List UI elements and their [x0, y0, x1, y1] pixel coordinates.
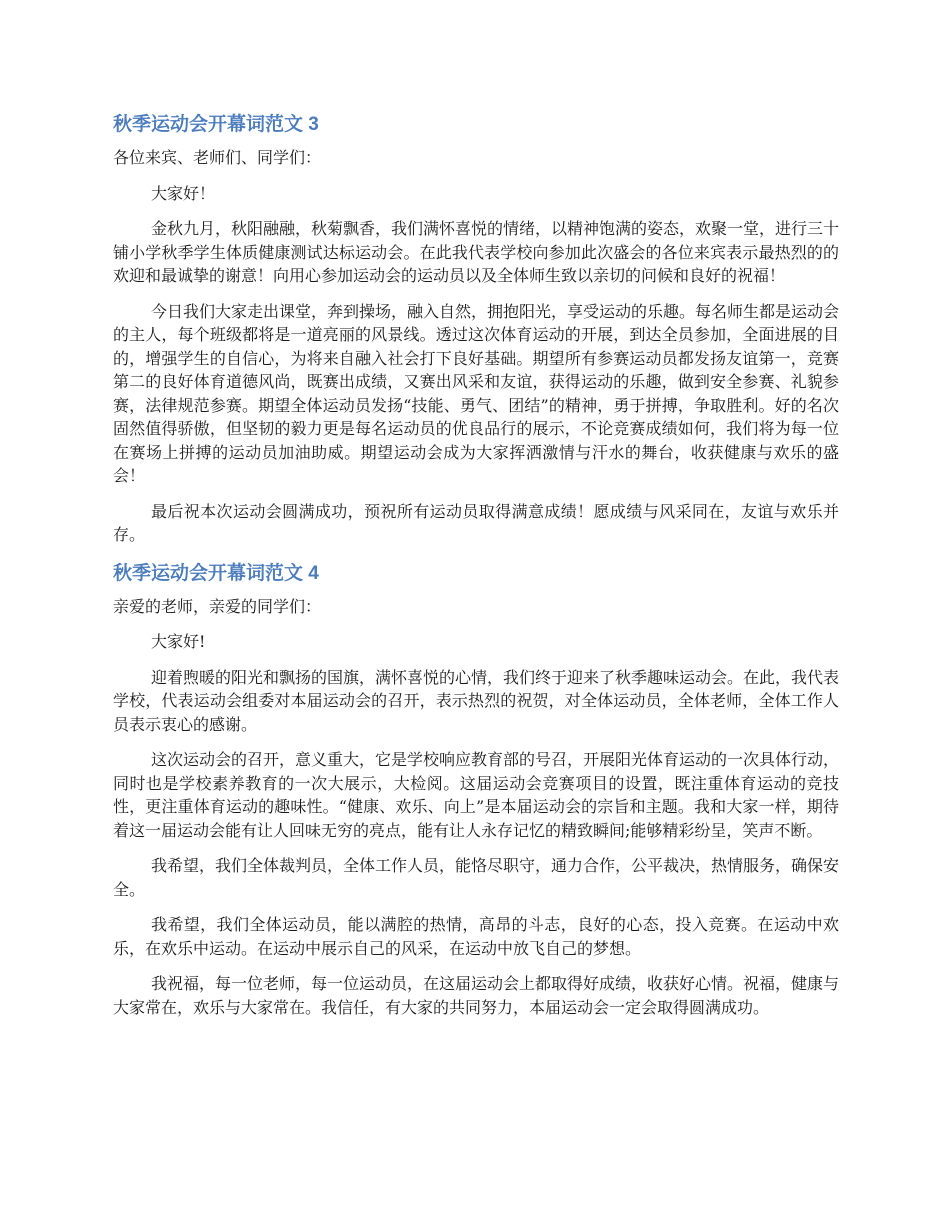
- section-4-greeting: 亲爱的老师，亲爱的同学们：: [113, 596, 322, 616]
- section-4-heading: 秋季运动会开幕词范文 4: [113, 562, 319, 584]
- section-3-paragraph: 大家好！: [151, 183, 216, 203]
- section-4-paragraph: 我祝福，每一位老师，每一位运动员，在这届运动会上都取得好成绩，收获好心情。祝福，健康与大家常在，欢乐与大家常在。我信任，有大家的共同努力，本届运动会一定会取得圆满成功。: [113, 974, 840, 1017]
- section-3-paragraph: 最后祝本次运动会圆满成功，预祝所有运动员取得满意成绩！愿成绩与风采同在，友谊与欢乐并存。: [113, 501, 839, 544]
- document-page: [113, 110, 839, 1031]
- section-3-greeting: 各位来宾、老师们、同学们：: [113, 148, 322, 167]
- section-4-paragraph: 这次运动会的召开，意义重大，它是学校响应教育部的号召，开展阳光体育运动的一次具体行动，同时也是学校素养教育的一次大展示，大检阅。这届运动会竞赛项目的设置，既注重体育运动的竞技性，更注重体育运动的趣味性。“健康、欢乐、向上”是本届运动会的宗旨和主题。我和大家一样，期待着这一届运动会能有让人回味无穷的亮点，能有让人永存记忆的精致瞬间;能够精彩纷呈，笑声不断。: [113, 750, 840, 840]
- section-3-paragraph: 金秋九月，秋阳融融，秋菊飘香，我们满怀喜悦的情绪，以精神饱满的姿态，欢聚一堂，进行三十铺小学秋季学生体质健康测试达标运动会。在此我代表学校向参加此次盛会的各位来宾表示最热烈的的欢迎和最诚挚的谢意！向用心参加运动会的运动员以及全体师生致以亲切的问候和良好的祝福！: [113, 219, 840, 285]
- section-4-paragraph: 大家好!: [151, 632, 206, 651]
- section-3-paragraph: 今日我们大家走出课堂，奔到操场，融入自然，拥抱阳光，享受运动的乐趣。每名师生都是运动会的主人，每个班级都将是一道亮丽的风景线。透过这次体育运动的开展，到达全员参加，全面进展的目的，增强学生的自信心，为将来自融入社会打下良好基础。期望所有参赛运动员都发扬友谊第一，竞赛第二的良好体育道德风尚，既赛出成绩，又赛出风采和友谊，获得运动的乐趣，做到安全参赛、礼貌参赛，法律规范参赛。期望全体运动员发扬“技能、勇气、团结”的精神，勇于拼搏，争取胜利。好的名次固然值得骄傲，但坚韧的毅力更是每名运动员的优良品行的展示，不论竞赛成绩如何，我们将为每一位在赛场上拼搏的运动员加油助威。期望运动会成为大家挥洒激情与汗水的舞台，收获健康与欢乐的盛会！: [113, 301, 840, 485]
- section-3-heading: 秋季运动会开幕词范文 3: [113, 114, 319, 135]
- section-4-paragraph: 我希望，我们全体运动员，能以满腔的热情，高昂的斗志，良好的心态，投入竞赛。在运动中欢乐，在欢乐中运动。在运动中展示自己的风采，在运动中放飞自己的梦想。: [113, 915, 839, 958]
- section-4-paragraph: 我希望，我们全体裁判员，全体工作人员，能恪尽职守，通力合作，公平裁决，热情服务，确保安全。: [113, 856, 840, 899]
- section-4-paragraph: 迎着煦暖的阳光和飘扬的国旗，满怀喜悦的心情，我们终于迎来了秋季趣味运动会。在此，我代表学校，代表运动会组委对本届运动会的召开，表示热烈的祝贺，对全体运动员，全体老师，全体工作人员表示衷心的感谢。: [113, 667, 840, 734]
